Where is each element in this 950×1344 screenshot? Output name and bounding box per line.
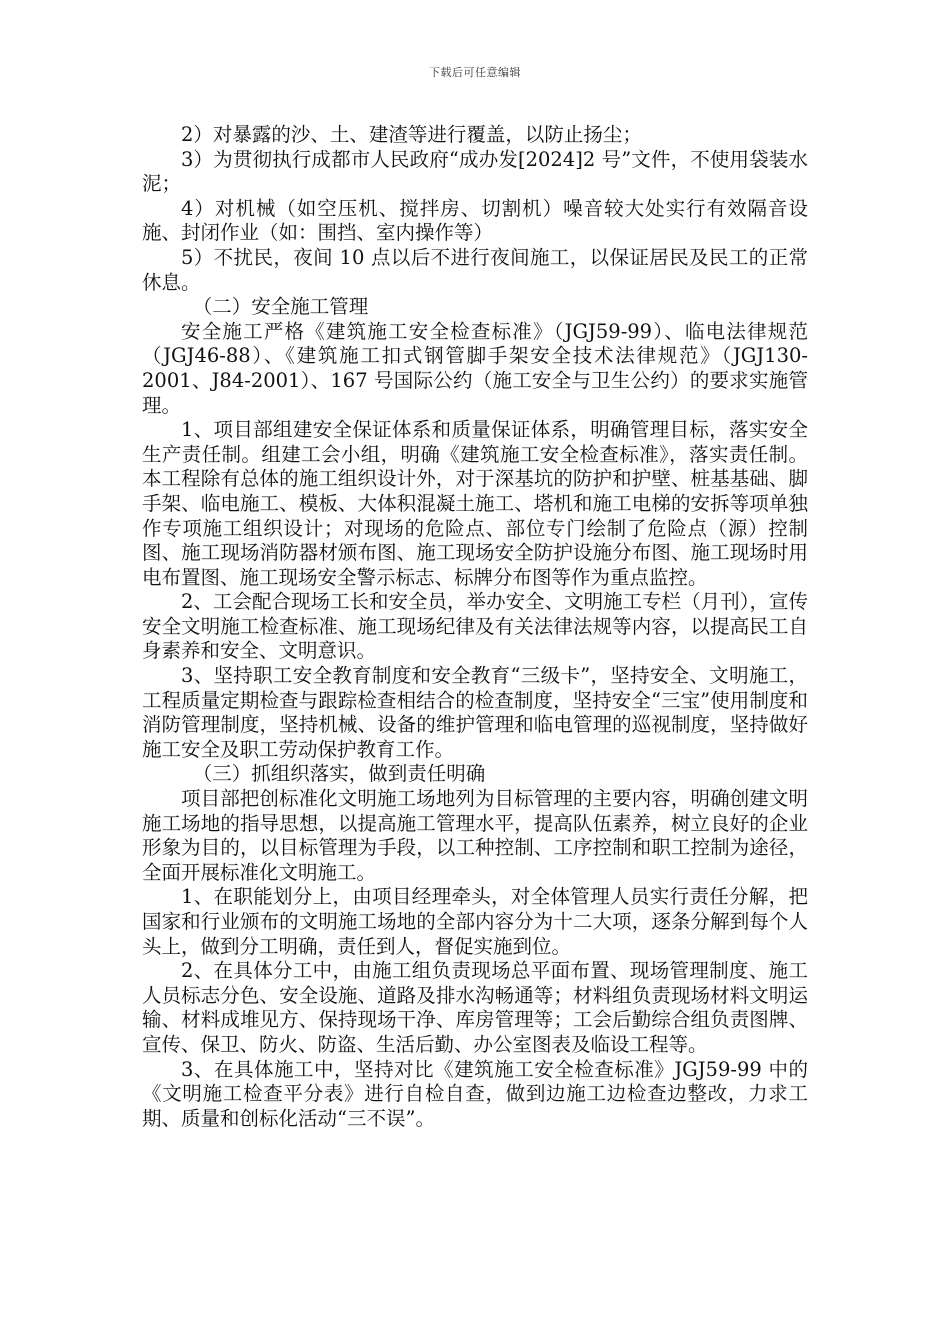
paragraph: 2、在具体分工中，由施工组负责现场总平面布置、现场管理制度、施工人员标志分色、安全设施、道路及排水沟畅通等；材料组负责现场材料文明运输、材料成堆见方、保持现场干净、库房管理等；工会后勤综合组负责图牌、宣传、保卫、防火、防盗、生活后勤、办公室图表及临设工程等。 bbox=[142, 959, 808, 1056]
paragraph: 安全施工严格《建筑施工安全检查标准》（JGJ59-99）、临电法律规范（JGJ46-88）、《建筑施工扣式钢管脚手架安全技术法律规范》（JGJ130-2001、J84-2001）、167 号国际公约（施工安全与卫生公约）的要求实施管理。 bbox=[142, 319, 808, 417]
section-heading: （二）安全施工管理 bbox=[192, 295, 369, 319]
section-heading: （三）抓组织落实，做到责任明确 bbox=[192, 762, 486, 786]
paragraph: 项目部把创标准化文明施工场地列为目标管理的主要内容，明确创建文明施工场地的指导思想，以提高施工管理水平，提高队伍素养，树立良好的企业形象为目的，以目标管理为手段，以工种控制、工序控制和职工控制为途径，全面开展标准化文明施工。 bbox=[142, 787, 808, 884]
paragraph: 1、在职能划分上，由项目经理牵头，对全体管理人员实行责任分解，把国家和行业颁布的文明施工场地的全部内容分为十二大项，逐条分解到每个人头上，做到分工明确，责任到人，督促实施到位。 bbox=[142, 885, 808, 958]
paragraph: 2）对暴露的沙、土、建渣等进行覆盖，以防止扬尘； bbox=[181, 123, 642, 146]
paragraph: 3、坚持职工安全教育制度和安全教育“三级卡”，坚持安全、文明施工，工程质量定期检查与跟踪检查相结合的检查制度，坚持安全“三宝”使用制度和消防管理制度，坚持机械、设备的维护管理和临电管理的巡视制度，坚持做好施工安全及职工劳动保护教育工作。 bbox=[142, 664, 808, 761]
paragraph: 4）对机械（如空压机、搅拌房、切割机）噪音较大处实行有效隔音设施、封闭作业（如：围挡、室内操作等） bbox=[142, 196, 808, 245]
paragraph: 3）为贯彻执行成都市人民政府“成办发[2024]2 号”文件，不使用袋装水泥； bbox=[142, 147, 808, 196]
header-note: 下载后可任意编辑 bbox=[429, 66, 521, 79]
document-body bbox=[142, 123, 808, 1131]
paragraph: 2、工会配合现场工长和安全员，举办安全、文明施工专栏（月刊），宣传安全文明施工检查标准、施工现场纪律及有关法律法规等内容，以提高民工自身素养和安全、文明意识。 bbox=[142, 590, 808, 663]
paragraph: 3、在具体施工中，坚持对比《建筑施工安全检查标准》JGJ59-99 中的《文明施工检查平分表》进行自检自查，做到边施工边检查边整改，力求工期、质量和创标化活动“三不误”。 bbox=[142, 1057, 808, 1130]
paragraph: 5）不扰民，夜间 10 点以后不进行夜间施工，以保证居民及民工的正常休息。 bbox=[142, 245, 808, 294]
paragraph: 1、项目部组建安全保证体系和质量保证体系，明确管理目标，落实安全生产责任制。组建工会小组，明确《建筑施工安全检查标准》，落实责任制。本工程除有总体的施工组织设计外，对于深基坑的防护和护壁、桩基基础、脚手架、临电施工、模板、大体积混凝土施工、塔机和施工电梯的安拆等项单独作专项施工组织设计；对现场的危险点、部位专门绘制了危险点（源）控制图、施工现场消防器材颁布图、施工现场安全防护设施分布图、施工现场时用电布置图、施工现场安全警示标志、标牌分布图等作为重点监控。 bbox=[142, 418, 808, 589]
